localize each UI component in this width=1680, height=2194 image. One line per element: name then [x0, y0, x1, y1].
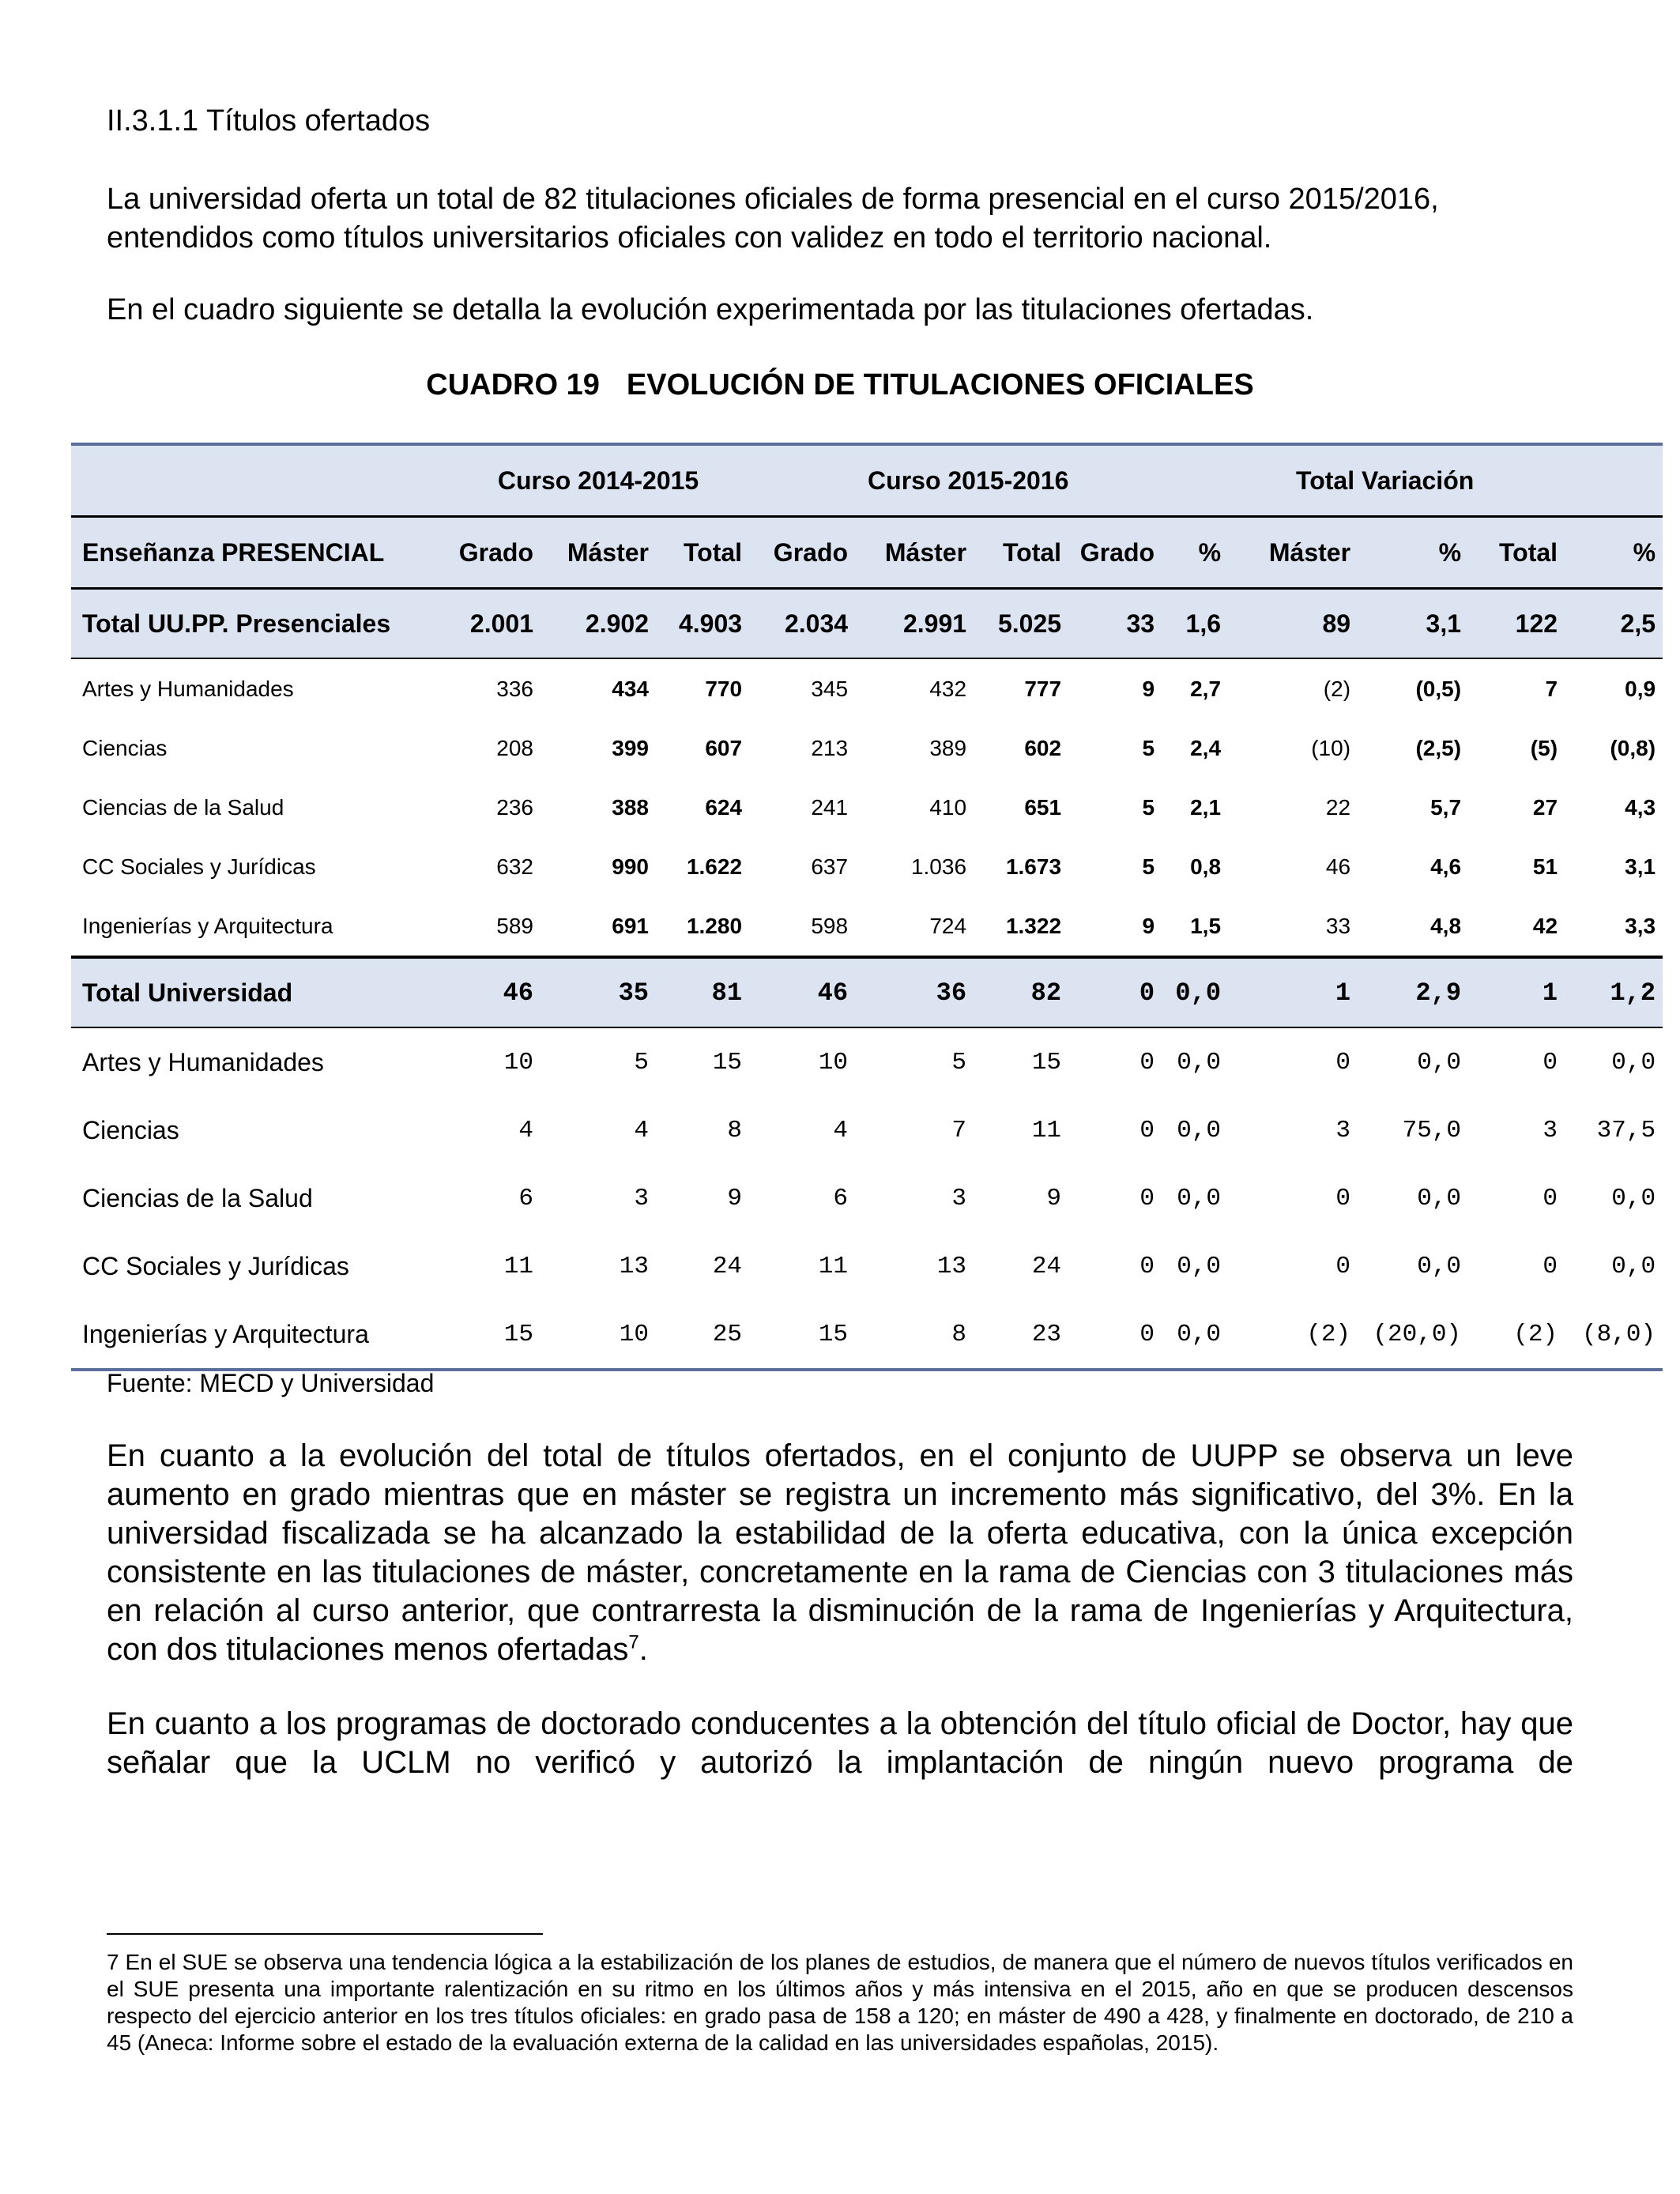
table-row	[71, 1232, 1663, 1300]
table-cell: 10	[503, 1048, 533, 1076]
table-cell: 3	[1543, 1116, 1558, 1144]
table-cell: 7	[951, 1116, 967, 1144]
table-cell: 46	[749, 957, 855, 1027]
table-row	[71, 1164, 1663, 1232]
table-cell: 770	[705, 676, 743, 701]
table-number: CUADRO 19	[426, 368, 600, 401]
row-label: Ciencias de la Salud	[82, 794, 284, 820]
table-cell: 2.034	[749, 589, 855, 659]
footnote-ref[interactable]: 7	[628, 1631, 639, 1653]
paragraph-analysis-end: .	[638, 1632, 648, 1667]
table-cell: 388	[612, 794, 649, 820]
table-cell: 11	[503, 1252, 533, 1280]
table-cell: (8,0)	[1565, 1300, 1663, 1370]
table-cell: 1	[1468, 957, 1565, 1027]
table-cell: 2,9	[1358, 957, 1468, 1027]
table-cell: (2)	[1468, 1300, 1565, 1370]
table-cell: 5	[951, 1048, 967, 1076]
table-cell: 0,0	[1162, 957, 1228, 1027]
column-header: Grado	[749, 517, 855, 589]
table-cell: 624	[705, 794, 743, 820]
table-cell: 432	[929, 676, 967, 701]
table-cell: 3,3	[1625, 913, 1656, 938]
table-cell: 9	[1046, 1184, 1062, 1212]
table-cell: 8	[855, 1300, 974, 1370]
group-header-variacion: Total Variación	[1162, 444, 1663, 517]
table-title	[107, 368, 1573, 402]
table-cell: 15	[712, 1048, 743, 1076]
table-cell: 0	[1335, 1252, 1351, 1280]
row-label: Artes y Humanidades	[82, 676, 294, 701]
table-row	[71, 658, 1663, 718]
table-cell: 4,6	[1430, 854, 1462, 879]
table-cell: 2.991	[855, 589, 974, 659]
table-cell: 241	[811, 794, 849, 820]
row-label: Ciencias de la Salud	[82, 1183, 313, 1212]
row-label: Total Universidad	[71, 957, 447, 1027]
table-cell: 3	[634, 1184, 649, 1212]
column-header: Enseñanza PRESENCIAL	[71, 517, 447, 589]
row-label: Total UU.PP. Presenciales	[71, 589, 447, 659]
table-cell: 13	[936, 1252, 967, 1280]
column-header: %	[1358, 517, 1468, 589]
table-cell: 651	[1024, 794, 1062, 820]
table-cell: 27	[1532, 794, 1558, 820]
table-cell: (20,0)	[1358, 1300, 1468, 1370]
table-cell: 5	[634, 1048, 649, 1076]
table-cell: 389	[929, 735, 967, 760]
table-cell: 0,0	[1177, 1116, 1222, 1144]
row-label: CC Sociales y Jurídicas	[82, 1251, 349, 1280]
table-cell: 1	[1228, 957, 1358, 1027]
table-cell: 410	[929, 794, 967, 820]
table-cell: (10)	[1311, 735, 1351, 760]
table-cell: 0	[1543, 1252, 1558, 1280]
table-cell: 5	[1142, 854, 1155, 879]
table-cell: 2,1	[1190, 794, 1222, 820]
row-label: Ciencias	[82, 1115, 179, 1144]
column-header-row	[71, 517, 1663, 589]
row-label: Ciencias	[82, 735, 168, 760]
table-cell: 10	[541, 1300, 656, 1370]
table-cell: 6	[518, 1184, 533, 1212]
table-cell: 23	[974, 1300, 1068, 1370]
table-cell: 0	[1068, 957, 1162, 1027]
table-cell: 1,2	[1565, 957, 1663, 1027]
table-cell: 0,0	[1417, 1252, 1462, 1280]
column-header: %	[1162, 517, 1228, 589]
table-cell: 46	[447, 957, 541, 1027]
column-header: Grado	[447, 517, 541, 589]
table-cell: 9	[1142, 913, 1155, 938]
group-header-empty	[71, 444, 447, 517]
table-cell: 6	[833, 1184, 849, 1212]
table-cell: 3	[1335, 1116, 1351, 1144]
column-header: Máster	[541, 517, 656, 589]
table-row	[71, 718, 1663, 778]
table-title-text: EVOLUCIÓN DE TITULACIONES OFICIALES	[626, 368, 1254, 401]
column-header: Total	[656, 517, 749, 589]
table-cell: 3,1	[1358, 589, 1468, 659]
table-cell: 0	[1335, 1048, 1351, 1076]
paragraph-doctorate: En cuanto a los programas de doctorado conducentes a la obtención del título oficial de Doctor, hay que señalar que la UCLM no verificó y autorizó la implantación de ningún nuevo programa de	[107, 1706, 1573, 1780]
table-cell: 81	[656, 957, 749, 1027]
table-cell: 9	[727, 1184, 743, 1212]
section-heading: II.3.1.1 Títulos ofertados	[107, 104, 431, 138]
column-header: Total	[974, 517, 1068, 589]
table-cell: 0	[1543, 1048, 1558, 1076]
table-cell: 22	[1325, 794, 1351, 820]
table-cell: 4,3	[1625, 794, 1656, 820]
table-cell: (2)	[1228, 1300, 1358, 1370]
table-cell: 724	[929, 913, 967, 938]
row-label: Ingenierías y Arquitectura	[71, 1300, 447, 1370]
table-row	[71, 589, 1663, 659]
table-cell: 0,0	[1611, 1184, 1656, 1212]
column-header: Máster	[1228, 517, 1358, 589]
footnote-rule	[107, 1933, 543, 1935]
table-cell: 1,6	[1162, 589, 1228, 659]
table-cell: 0,0	[1611, 1252, 1656, 1280]
table-cell: (2)	[1323, 676, 1351, 701]
column-header: %	[1565, 517, 1663, 589]
table-cell: 33	[1325, 913, 1351, 938]
table-cell: 9	[1142, 676, 1155, 701]
table-cell: 15	[749, 1300, 855, 1370]
table-cell: 1.622	[686, 854, 743, 879]
table-cell: 2.001	[447, 589, 541, 659]
table-cell: 36	[855, 957, 974, 1027]
paragraph-analysis	[107, 1437, 1573, 1669]
table-cell: 0	[1335, 1184, 1351, 1212]
row-label: CC Sociales y Jurídicas	[82, 854, 316, 879]
table-cell: 24	[1031, 1252, 1062, 1280]
table-cell: 598	[811, 913, 849, 938]
row-label: Artes y Humanidades	[82, 1047, 324, 1076]
table-cell: 0,8	[1190, 854, 1222, 879]
table-cell: 2,4	[1190, 735, 1222, 760]
footnote-text: 7 En el SUE se observa una tendencia lógica a la estabilización de los planes de estudios, de manera que el número de nuevos títulos verificados en el SUE presenta una importante ralentización en su ritmo en los últimos años y más intensiva en el 2015, año en que se producen descensos respecto del ejercicio anterior en los tres títulos oficiales: en grado pasa de 158 a 120; en máster de 490 a 428, y finalmente en doctorado, de 210 a 45 (Aneca: Informe sobre el estado de la evaluación externa de la calidad en las universidades españolas, 2015).	[107, 1950, 1573, 2055]
table-row	[71, 1096, 1663, 1164]
table-cell: 75,0	[1402, 1116, 1462, 1144]
table-body	[71, 589, 1663, 1370]
table-cell: 1.280	[686, 913, 743, 938]
table-cell: 11	[818, 1252, 849, 1280]
table-cell: 42	[1532, 913, 1558, 938]
table-cell: 51	[1532, 854, 1558, 879]
table-cell: 2,7	[1190, 676, 1222, 701]
table-cell: 1.322	[1005, 913, 1062, 938]
table-cell: 637	[811, 854, 849, 879]
table-cell: 0,0	[1162, 1300, 1228, 1370]
table-wrapper	[71, 443, 1656, 1371]
table-cell: 3	[951, 1184, 967, 1212]
table-cell: 0,0	[1417, 1048, 1462, 1076]
table-row	[71, 778, 1663, 837]
table-cell: 89	[1228, 589, 1358, 659]
table-cell: 2.902	[541, 589, 656, 659]
table-cell: 399	[612, 735, 649, 760]
table-cell: 208	[496, 735, 533, 760]
table-row	[71, 1300, 1663, 1370]
titulaciones-table	[71, 443, 1663, 1371]
table-cell: (2,5)	[1415, 735, 1462, 760]
table-cell: 0,0	[1177, 1184, 1222, 1212]
table-cell: 4.903	[656, 589, 749, 659]
table-cell: 5,7	[1430, 794, 1462, 820]
table-cell: 35	[541, 957, 656, 1027]
table-cell: 777	[1024, 676, 1062, 701]
table-cell: 0	[1543, 1184, 1558, 1212]
table-cell: 434	[612, 676, 649, 701]
table-cell: 691	[612, 913, 649, 938]
row-label: Ingenierías y Arquitectura	[82, 913, 333, 938]
table-row	[71, 837, 1663, 896]
table-cell: 0,0	[1177, 1048, 1222, 1076]
table-cell: 0	[1139, 1252, 1155, 1280]
paragraph-intro: La universidad oferta un total de 82 titulaciones oficiales de forma presencial en el curso 2015/2016, entendidos como títulos universitarios oficiales con validez en todo el territorio nacional.	[107, 183, 1439, 254]
table-cell: 4	[634, 1116, 649, 1144]
table-cell: 0	[1139, 1048, 1155, 1076]
table-cell: 213	[811, 735, 849, 760]
table-cell: (0,5)	[1415, 676, 1462, 701]
table-cell: (5)	[1530, 735, 1558, 760]
table-cell: 5	[1142, 735, 1155, 760]
table-cell: 122	[1468, 589, 1565, 659]
table-cell: 0,9	[1625, 676, 1656, 701]
table-cell: 11	[1031, 1116, 1062, 1144]
group-header-2015: Curso 2015-2016	[749, 444, 1162, 517]
table-cell: 4,8	[1430, 913, 1462, 938]
table-cell: 25	[656, 1300, 749, 1370]
table-cell: 1.673	[1005, 854, 1062, 879]
table-cell: 602	[1024, 735, 1062, 760]
table-cell: 2,5	[1565, 589, 1663, 659]
table-cell: 5	[1142, 794, 1155, 820]
paragraph-table-intro: En el cuadro siguiente se detalla la evolución experimentada por las titulaciones ofertadas.	[107, 293, 1314, 326]
group-header-2014: Curso 2014-2015	[447, 444, 749, 517]
table-cell: 607	[705, 735, 743, 760]
table-cell: 990	[612, 854, 649, 879]
table-cell: 336	[496, 676, 533, 701]
table-cell: 0,0	[1611, 1048, 1656, 1076]
table-cell: 13	[619, 1252, 649, 1280]
table-cell: 0	[1139, 1116, 1155, 1144]
table-row	[71, 896, 1663, 957]
table-cell: 37,5	[1596, 1116, 1656, 1144]
table-cell: 8	[727, 1116, 743, 1144]
table-cell: 10	[818, 1048, 849, 1076]
table-cell: 15	[1031, 1048, 1062, 1076]
table-cell: 0,0	[1177, 1252, 1222, 1280]
table-source: Fuente: MECD y Universidad	[107, 1369, 435, 1397]
table-row	[71, 1027, 1663, 1096]
table-cell: 632	[496, 854, 533, 879]
table-cell: 0	[1068, 1300, 1162, 1370]
table-cell: 15	[447, 1300, 541, 1370]
table-cell: 3,1	[1625, 854, 1656, 879]
column-header: Grado	[1068, 517, 1162, 589]
table-cell: (0,8)	[1610, 735, 1656, 760]
table-cell: 0,0	[1417, 1184, 1462, 1212]
table-cell: 46	[1325, 854, 1351, 879]
group-header-row	[71, 444, 1663, 517]
table-cell: 4	[518, 1116, 533, 1144]
table-row	[71, 957, 1663, 1027]
table-cell: 0	[1139, 1184, 1155, 1212]
paragraph-analysis-text: En cuanto a la evolución del total de títulos ofertados, en el conjunto de UUPP se observa un leve aumento en grado mientras que en máster se registra un incremento más significativo, del 3%. En la universidad fiscalizada se ha alcanzado la estabilidad de la oferta educativa, con la única excepción consistente en las titulaciones de máster, concretamente en la rama de Ciencias con 3 titulaciones más en relación al curso anterior, que contrarresta la disminución de la rama de Ingenierías y Arquitectura, con dos titulaciones menos ofertadas	[107, 1438, 1573, 1667]
column-header: Máster	[855, 517, 974, 589]
table-cell: 589	[496, 913, 533, 938]
table-cell: 345	[811, 676, 849, 701]
table-cell: 236	[496, 794, 533, 820]
table-cell: 7	[1545, 676, 1558, 701]
table-cell: 1.036	[910, 854, 967, 879]
table-cell: 82	[974, 957, 1068, 1027]
column-header: Total	[1468, 517, 1565, 589]
table-cell: 24	[712, 1252, 743, 1280]
table-cell: 33	[1068, 589, 1162, 659]
table-cell: 1,5	[1190, 913, 1222, 938]
table-cell: 4	[833, 1116, 849, 1144]
table-cell: 5.025	[974, 589, 1068, 659]
